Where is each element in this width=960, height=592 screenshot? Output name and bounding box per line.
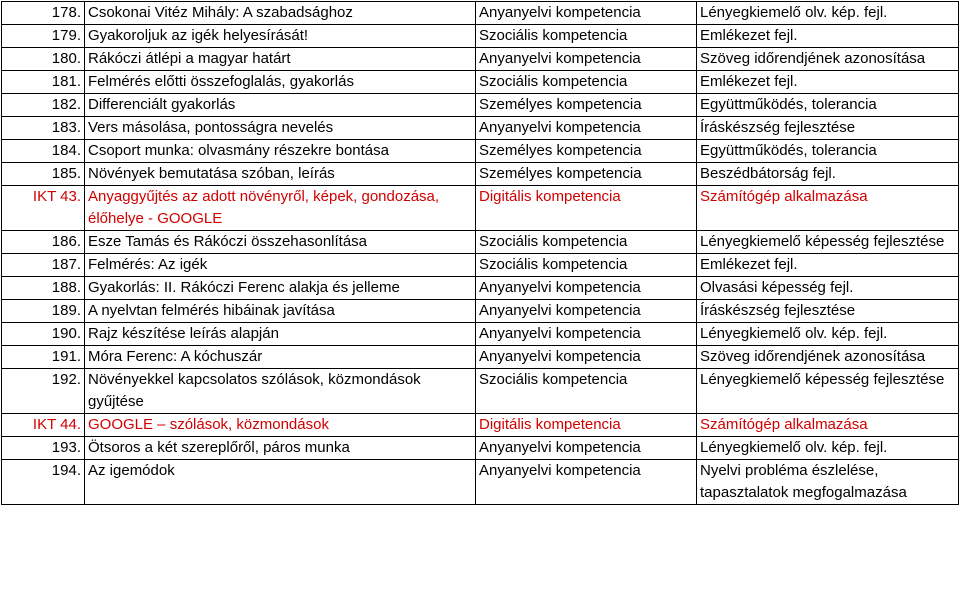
lesson-plan-body	[2, 2, 959, 505]
competence-cell: Szociális kompetencia	[476, 231, 697, 254]
lesson-number-cell: 189.	[2, 300, 85, 323]
lesson-topic-cell: Vers másolása, pontosságra nevelés	[85, 117, 476, 140]
lesson-topic-cell: Növények bemutatása szóban, leírás	[85, 163, 476, 186]
lesson-topic-cell: Az igemódok	[85, 460, 476, 505]
development-goal-cell: Íráskészség fejlesztése	[697, 117, 959, 140]
lesson-topic-cell: Esze Tamás és Rákóczi összehasonlítása	[85, 231, 476, 254]
lesson-number-cell: 191.	[2, 346, 85, 369]
development-goal-cell: Beszédbátorság fejl.	[697, 163, 959, 186]
lesson-topic-cell: Rajz készítése leírás alapján	[85, 323, 476, 346]
competence-cell: Szociális kompetencia	[476, 71, 697, 94]
development-goal-cell: Olvasási képesség fejl.	[697, 277, 959, 300]
lesson-topic-cell: GOOGLE – szólások, közmondások	[85, 414, 476, 437]
table-row	[2, 94, 959, 117]
competence-cell: Anyanyelvi kompetencia	[476, 117, 697, 140]
development-goal-cell: Számítógép alkalmazása	[697, 186, 959, 231]
lesson-number-cell: 178.	[2, 2, 85, 25]
table-row	[2, 71, 959, 94]
table-row-ikt	[2, 186, 959, 231]
competence-cell: Anyanyelvi kompetencia	[476, 2, 697, 25]
lesson-number-cell: 182.	[2, 94, 85, 117]
lesson-topic-cell: Anyaggyűjtés az adott növényről, képek, gondozása, élőhelye - GOOGLE	[85, 186, 476, 231]
development-goal-cell: Lényegkiemelő képesség fejlesztése	[697, 369, 959, 414]
competence-cell: Anyanyelvi kompetencia	[476, 300, 697, 323]
lesson-topic-cell: Csoport munka: olvasmány részekre bontása	[85, 140, 476, 163]
lesson-number-cell: 194.	[2, 460, 85, 505]
competence-cell: Anyanyelvi kompetencia	[476, 346, 697, 369]
development-goal-cell: Lényegkiemelő olv. kép. fejl.	[697, 2, 959, 25]
development-goal-cell: Lényegkiemelő olv. kép. fejl.	[697, 323, 959, 346]
lesson-number-cell: 188.	[2, 277, 85, 300]
development-goal-cell: Lényegkiemelő képesség fejlesztése	[697, 231, 959, 254]
lesson-topic-cell: Gyakorlás: II. Rákóczi Ferenc alakja és jelleme	[85, 277, 476, 300]
lesson-number-cell: 184.	[2, 140, 85, 163]
lesson-number-cell: 192.	[2, 369, 85, 414]
development-goal-cell: Nyelvi probléma észlelése, tapasztalatok megfogalmazása	[697, 460, 959, 505]
development-goal-cell: Együttműködés, tolerancia	[697, 94, 959, 117]
development-goal-cell: Együttműködés, tolerancia	[697, 140, 959, 163]
competence-cell: Szociális kompetencia	[476, 254, 697, 277]
table-row-ikt	[2, 414, 959, 437]
lesson-topic-cell: Ötsoros a két szereplőről, páros munka	[85, 437, 476, 460]
table-row	[2, 254, 959, 277]
competence-cell: Anyanyelvi kompetencia	[476, 48, 697, 71]
competence-cell: Személyes kompetencia	[476, 163, 697, 186]
table-row	[2, 117, 959, 140]
lesson-topic-cell: Felmérés előtti összefoglalás, gyakorlás	[85, 71, 476, 94]
lesson-topic-cell: Móra Ferenc: A kóchuszár	[85, 346, 476, 369]
lesson-number-cell: 186.	[2, 231, 85, 254]
lesson-plan-table	[1, 1, 959, 505]
table-row	[2, 460, 959, 505]
lesson-number-cell: 187.	[2, 254, 85, 277]
table-row	[2, 369, 959, 414]
table-row	[2, 346, 959, 369]
development-goal-cell: Emlékezet fejl.	[697, 71, 959, 94]
table-row	[2, 231, 959, 254]
competence-cell: Anyanyelvi kompetencia	[476, 460, 697, 505]
table-row	[2, 2, 959, 25]
development-goal-cell: Lényegkiemelő olv. kép. fejl.	[697, 437, 959, 460]
table-row	[2, 437, 959, 460]
lesson-number-cell: 193.	[2, 437, 85, 460]
lesson-number-cell: 179.	[2, 25, 85, 48]
lesson-number-cell: 181.	[2, 71, 85, 94]
lesson-topic-cell: Rákóczi átlépi a magyar határt	[85, 48, 476, 71]
table-row	[2, 277, 959, 300]
table-row	[2, 323, 959, 346]
table-row	[2, 300, 959, 323]
competence-cell: Anyanyelvi kompetencia	[476, 437, 697, 460]
development-goal-cell: Emlékezet fejl.	[697, 254, 959, 277]
development-goal-cell: Szöveg időrendjének azonosítása	[697, 48, 959, 71]
competence-cell: Személyes kompetencia	[476, 140, 697, 163]
lesson-number-cell: IKT 43.	[2, 186, 85, 231]
lesson-topic-cell: Differenciált gyakorlás	[85, 94, 476, 117]
lesson-number-cell: 190.	[2, 323, 85, 346]
lesson-number-cell: 180.	[2, 48, 85, 71]
table-row	[2, 163, 959, 186]
lesson-topic-cell: Növényekkel kapcsolatos szólások, közmondások gyűjtése	[85, 369, 476, 414]
lesson-number-cell: 185.	[2, 163, 85, 186]
competence-cell: Anyanyelvi kompetencia	[476, 323, 697, 346]
development-goal-cell: Számítógép alkalmazása	[697, 414, 959, 437]
lesson-topic-cell: Felmérés: Az igék	[85, 254, 476, 277]
table-row	[2, 48, 959, 71]
development-goal-cell: Szöveg időrendjének azonosítása	[697, 346, 959, 369]
competence-cell: Digitális kompetencia	[476, 186, 697, 231]
competence-cell: Digitális kompetencia	[476, 414, 697, 437]
lesson-topic-cell: Csokonai Vitéz Mihály: A szabadsághoz	[85, 2, 476, 25]
competence-cell: Anyanyelvi kompetencia	[476, 277, 697, 300]
competence-cell: Szociális kompetencia	[476, 25, 697, 48]
lesson-number-cell: 183.	[2, 117, 85, 140]
competence-cell: Szociális kompetencia	[476, 369, 697, 414]
table-row	[2, 140, 959, 163]
lesson-topic-cell: Gyakoroljuk az igék helyesírását!	[85, 25, 476, 48]
development-goal-cell: Íráskészség fejlesztése	[697, 300, 959, 323]
lesson-number-cell: IKT 44.	[2, 414, 85, 437]
table-row	[2, 25, 959, 48]
competence-cell: Személyes kompetencia	[476, 94, 697, 117]
development-goal-cell: Emlékezet fejl.	[697, 25, 959, 48]
lesson-topic-cell: A nyelvtan felmérés hibáinak javítása	[85, 300, 476, 323]
